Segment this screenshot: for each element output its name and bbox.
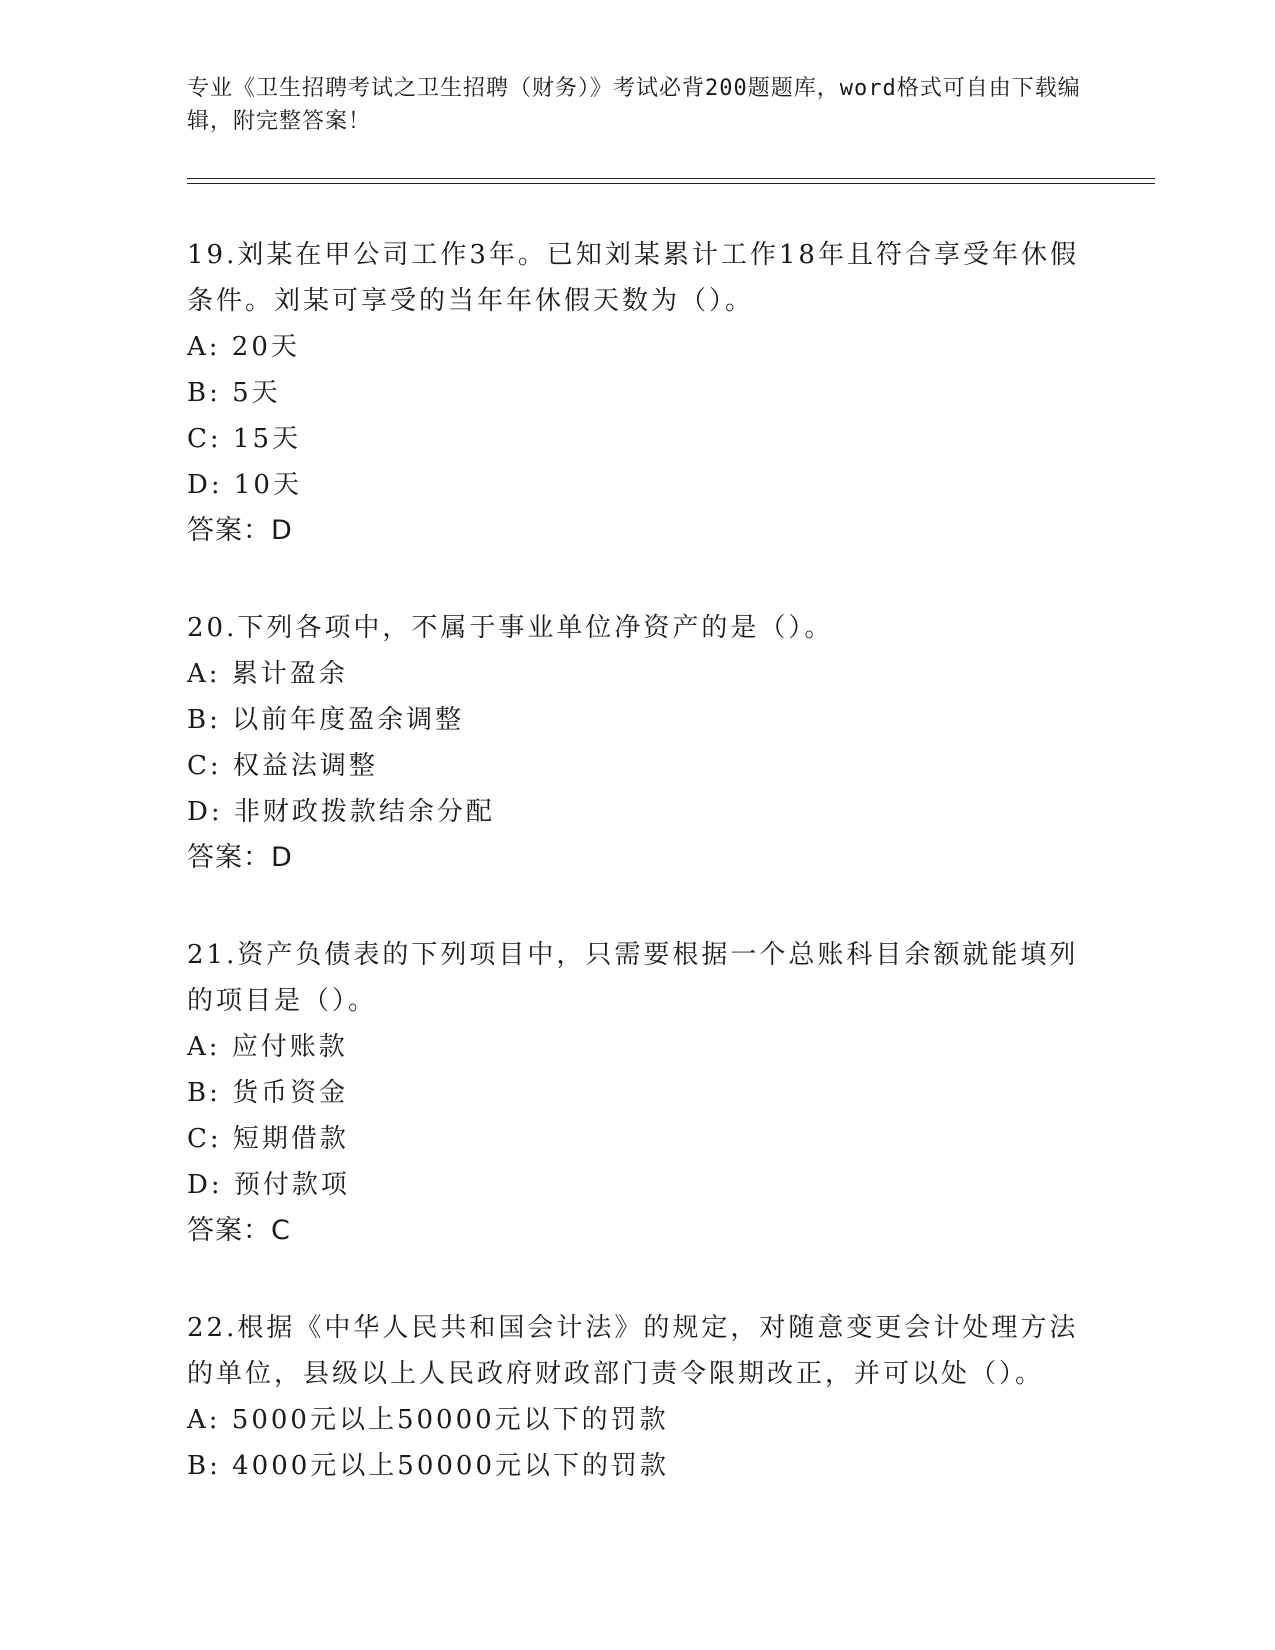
header-divider-top [187, 178, 1155, 179]
option-c: C: 15天 [187, 424, 302, 454]
answer-line: 答案：D [187, 515, 293, 546]
question-stem: 19.刘某在甲公司工作3年。已知刘某累计工作18年且符合享受年休假条件。刘某可享受的当年年休假天数为（）。 [187, 240, 1079, 316]
header-divider-bottom [187, 183, 1155, 184]
option-c: C: 短期借款 [187, 1124, 349, 1154]
answer-line: 答案：D [187, 842, 293, 873]
question-22 [187, 1305, 1087, 1489]
question-19 [187, 232, 1087, 554]
option-b: B: 5天 [187, 378, 281, 408]
question-20 [187, 605, 1087, 881]
question-stem: 22.根据《中华人民共和国会计法》的规定，对随意变更会计处理方法的单位，县级以上人民政府财政部门责令限期改正，并可以处（）。 [187, 1313, 1079, 1389]
option-a: A: 20天 [187, 332, 300, 362]
option-b: B: 4000元以上50000元以下的罚款 [187, 1451, 670, 1481]
option-d: D: 10天 [187, 470, 302, 500]
question-stem: 21.资产负债表的下列项目中，只需要根据一个总账科目余额就能填列的项目是（）。 [187, 940, 1079, 1016]
option-d: D: 预付款项 [187, 1170, 350, 1200]
option-a: A: 累计盈余 [187, 659, 348, 689]
document-header: 专业《卫生招聘考试之卫生招聘（财务）》考试必背200题题库，word格式可自由下载编辑，附完整答案！ [187, 76, 1081, 134]
answer-line: 答案：C [187, 1215, 291, 1246]
option-b: B: 货币资金 [187, 1078, 349, 1108]
question-list [187, 232, 1087, 1540]
question-stem: 20.下列各项中，不属于事业单位净资产的是（）。 [187, 613, 834, 643]
option-b: B: 以前年度盈余调整 [187, 705, 465, 735]
option-a: A: 5000元以上50000元以下的罚款 [187, 1405, 669, 1435]
option-c: C: 权益法调整 [187, 751, 378, 781]
option-d: D: 非财政拨款结余分配 [187, 797, 495, 827]
question-21 [187, 932, 1087, 1254]
option-a: A: 应付账款 [187, 1032, 348, 1062]
